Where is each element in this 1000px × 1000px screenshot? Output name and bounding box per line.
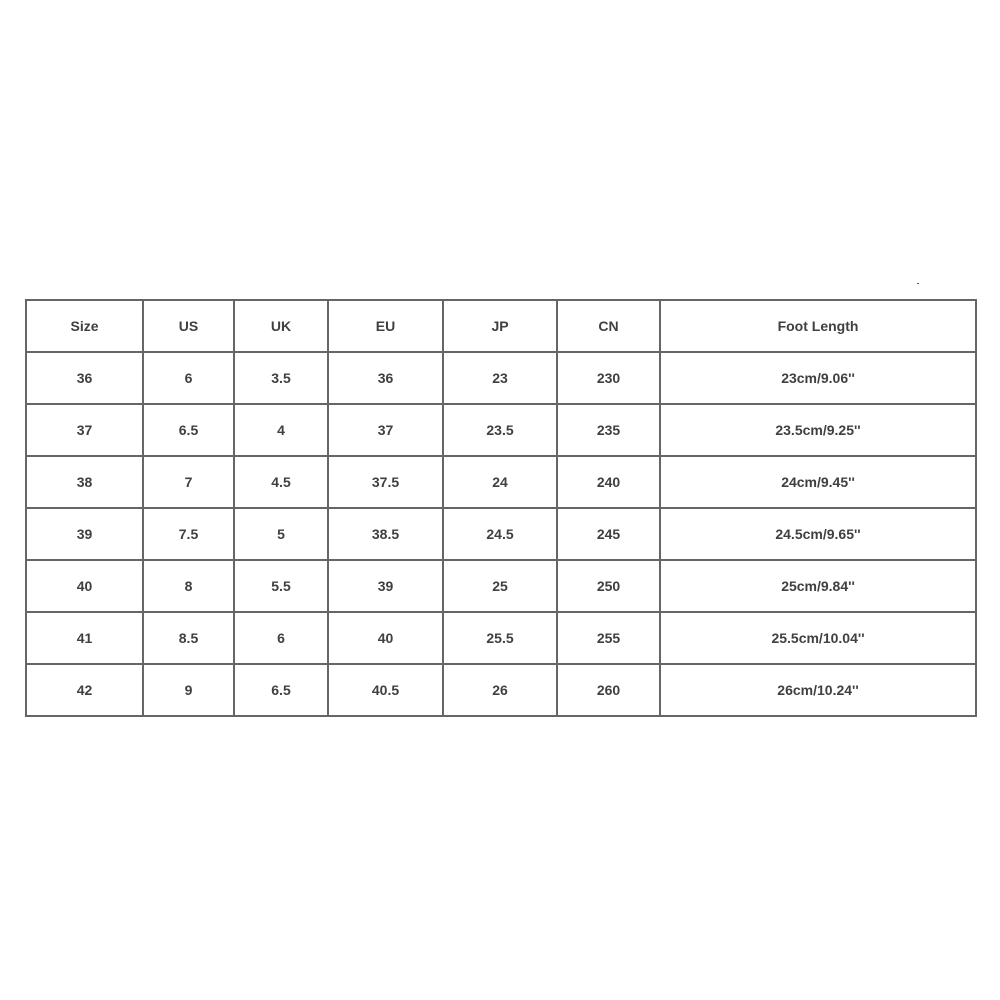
table-cell: 25 xyxy=(443,560,557,612)
table-cell: 24cm/9.45'' xyxy=(660,456,976,508)
stray-dot xyxy=(917,283,919,284)
table-cell: 255 xyxy=(557,612,660,664)
table-cell: 36 xyxy=(328,352,443,404)
table-cell: 40.5 xyxy=(328,664,443,716)
table-cell: 41 xyxy=(26,612,143,664)
table-cell: 25.5 xyxy=(443,612,557,664)
header-cell-jp: JP xyxy=(443,300,557,352)
table-cell: 5.5 xyxy=(234,560,328,612)
table-cell: 6 xyxy=(234,612,328,664)
table-cell: 240 xyxy=(557,456,660,508)
table-cell: 24.5 xyxy=(443,508,557,560)
table-cell: 7 xyxy=(143,456,234,508)
table-cell: 39 xyxy=(328,560,443,612)
table-cell: 25cm/9.84'' xyxy=(660,560,976,612)
table-cell: 8.5 xyxy=(143,612,234,664)
table-cell: 260 xyxy=(557,664,660,716)
table-row xyxy=(26,664,976,716)
table-row xyxy=(26,560,976,612)
table-cell: 6 xyxy=(143,352,234,404)
table-cell: 42 xyxy=(26,664,143,716)
table-row xyxy=(26,612,976,664)
header-cell-us: US xyxy=(143,300,234,352)
header-cell-eu: EU xyxy=(328,300,443,352)
table-cell: 4 xyxy=(234,404,328,456)
table-cell: 37 xyxy=(328,404,443,456)
table-cell: 8 xyxy=(143,560,234,612)
table-cell: 37 xyxy=(26,404,143,456)
table-cell: 36 xyxy=(26,352,143,404)
table-row xyxy=(26,352,976,404)
table-cell: 6.5 xyxy=(234,664,328,716)
header-row xyxy=(26,300,976,352)
table-cell: 23.5cm/9.25'' xyxy=(660,404,976,456)
table-cell: 23 xyxy=(443,352,557,404)
table-cell: 38 xyxy=(26,456,143,508)
table-row xyxy=(26,456,976,508)
table-cell: 40 xyxy=(328,612,443,664)
table-cell: 38.5 xyxy=(328,508,443,560)
table-cell: 9 xyxy=(143,664,234,716)
table-cell: 24.5cm/9.65'' xyxy=(660,508,976,560)
header-cell-foot-length: Foot Length xyxy=(660,300,976,352)
table-cell: 4.5 xyxy=(234,456,328,508)
table-cell: 24 xyxy=(443,456,557,508)
table-row xyxy=(26,404,976,456)
table-cell: 37.5 xyxy=(328,456,443,508)
table-cell: 5 xyxy=(234,508,328,560)
table-cell: 3.5 xyxy=(234,352,328,404)
table-cell: 250 xyxy=(557,560,660,612)
table-cell: 245 xyxy=(557,508,660,560)
table-cell: 26 xyxy=(443,664,557,716)
header-cell-cn: CN xyxy=(557,300,660,352)
header-cell-uk: UK xyxy=(234,300,328,352)
table-cell: 26cm/10.24'' xyxy=(660,664,976,716)
header-cell-size: Size xyxy=(26,300,143,352)
table-cell: 235 xyxy=(557,404,660,456)
size-chart-table xyxy=(25,299,977,717)
table-cell: 230 xyxy=(557,352,660,404)
table-row xyxy=(26,508,976,560)
table-cell: 40 xyxy=(26,560,143,612)
table-cell: 23.5 xyxy=(443,404,557,456)
table-cell: 39 xyxy=(26,508,143,560)
table-cell: 7.5 xyxy=(143,508,234,560)
table-cell: 6.5 xyxy=(143,404,234,456)
table-cell: 23cm/9.06'' xyxy=(660,352,976,404)
table-cell: 25.5cm/10.04'' xyxy=(660,612,976,664)
